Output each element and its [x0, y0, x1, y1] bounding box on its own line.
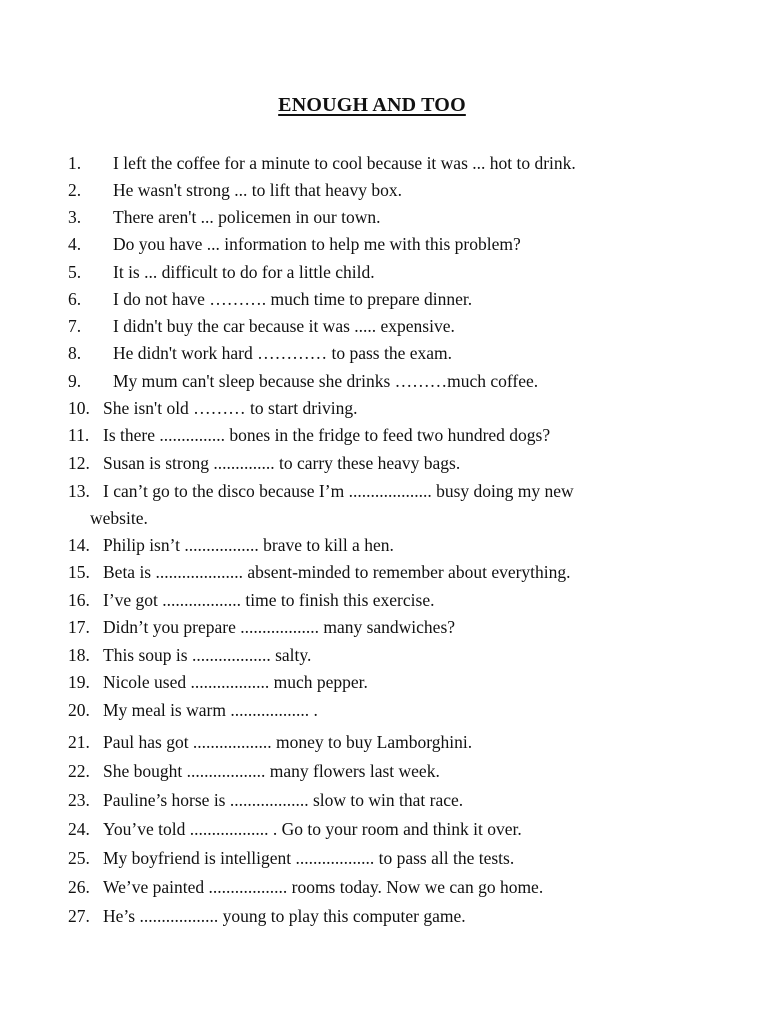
item-number: 11.	[68, 425, 90, 445]
item-number: 7.	[68, 316, 82, 336]
item-number: 15.	[68, 562, 90, 582]
item-continuation: website.	[90, 508, 148, 528]
item-text: He didn't work hard ………… to pass the exam.	[113, 343, 452, 363]
item-text: This soup is .................. salty.	[103, 645, 312, 665]
item-text: He wasn't strong ... to lift that heavy box.	[113, 180, 402, 200]
item-text: Didn’t you prepare .................. many sandwiches?	[103, 617, 456, 637]
page-title: ENOUGH AND TOO	[278, 94, 466, 116]
item-number: 8.	[68, 343, 82, 363]
item-number: 20.	[68, 700, 90, 720]
item-number: 19.	[68, 672, 90, 692]
item-number: 26.	[68, 877, 90, 897]
item-number: 17.	[68, 617, 90, 637]
item-text: Philip isn’t ................. brave to kill a hen.	[103, 535, 394, 555]
item-number: 2.	[68, 180, 82, 200]
item-text: My mum can't sleep because she drinks ………much coffee.	[113, 371, 539, 391]
item-text: Susan is strong .............. to carry these heavy bags.	[103, 453, 461, 473]
item-text: Pauline’s horse is .................. slow to win that race.	[103, 790, 464, 810]
item-number: 25.	[68, 848, 90, 868]
item-number: 13.	[68, 481, 90, 501]
item-text: There aren't ... policemen in our town.	[113, 207, 381, 227]
item-number: 3.	[68, 207, 82, 227]
item-text: It is ... difficult to do for a little child.	[113, 262, 375, 282]
item-text: Do you have ... information to help me with this problem?	[113, 234, 521, 254]
item-number: 4.	[68, 234, 82, 254]
item-number: 22.	[68, 761, 90, 781]
item-text: I’ve got .................. time to finish this exercise.	[103, 590, 435, 610]
item-number: 10.	[68, 398, 90, 418]
item-text: Nicole used .................. much pepper.	[103, 672, 368, 692]
item-number: 16.	[68, 590, 90, 610]
item-number: 21.	[68, 732, 90, 752]
item-text: I can’t go to the disco because I’m ................... busy doing my new	[103, 481, 574, 501]
item-text: My boyfriend is intelligent .................. to pass all the tests.	[103, 848, 515, 868]
item-number: 6.	[68, 289, 82, 309]
item-number: 24.	[68, 819, 90, 839]
item-text: You’ve told .................. . Go to your room and think it over.	[103, 819, 522, 839]
item-number: 1.	[68, 153, 82, 173]
item-text: She isn't old ……… to start driving.	[103, 398, 358, 418]
item-text: We’ve painted .................. rooms today. Now we can go home.	[103, 877, 544, 897]
item-text: Is there ............... bones in the fridge to feed two hundred dogs?	[103, 425, 551, 445]
item-text: I do not have ………. much time to prepare dinner.	[113, 289, 473, 309]
item-text: Paul has got .................. money to buy Lamborghini.	[103, 732, 473, 752]
item-number: 27.	[68, 906, 90, 926]
item-text: He’s .................. young to play this computer game.	[103, 906, 466, 926]
item-number: 12.	[68, 453, 90, 473]
item-text: I didn't buy the car because it was ..... expensive.	[113, 316, 455, 336]
item-text: She bought .................. many flowers last week.	[103, 761, 440, 781]
item-text: Beta is .................... absent-minded to remember about everything.	[103, 562, 571, 582]
item-number: 23.	[68, 790, 90, 810]
item-text: I left the coffee for a minute to cool because it was ... hot to drink.	[113, 153, 576, 173]
item-number: 5.	[68, 262, 82, 282]
item-number: 14.	[68, 535, 90, 555]
item-number: 9.	[68, 371, 82, 391]
item-text: My meal is warm .................. .	[103, 700, 318, 720]
item-number: 18.	[68, 645, 90, 665]
